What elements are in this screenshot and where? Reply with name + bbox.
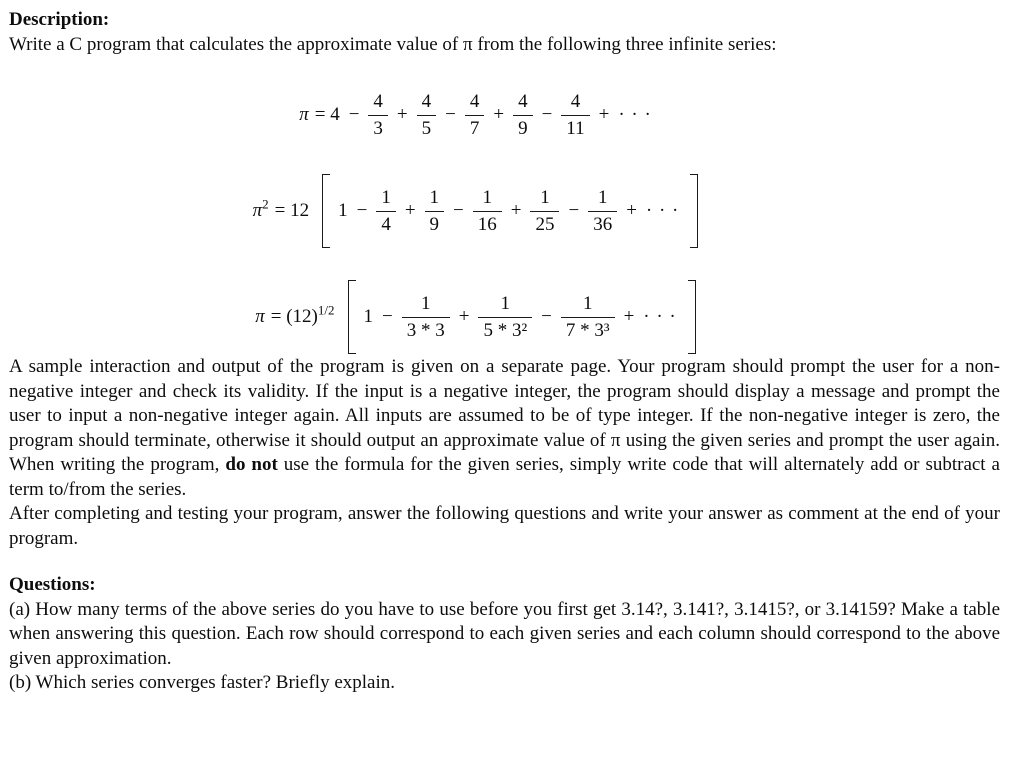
fraction-numerator: 1 xyxy=(561,293,615,318)
leading-one: 1 xyxy=(363,305,373,327)
formula1-equals: = 4 xyxy=(314,103,340,125)
left-bracket xyxy=(322,174,330,248)
exponent: 2 xyxy=(262,196,269,212)
operator: − xyxy=(382,305,393,327)
formula3-lhs xyxy=(255,302,335,330)
formula2-equals: = 12 xyxy=(274,199,310,221)
fraction-numerator: 4 xyxy=(417,91,437,116)
fraction xyxy=(465,91,485,140)
fraction-denominator: 11 xyxy=(566,117,585,139)
operator: + xyxy=(458,305,470,327)
operator: − xyxy=(348,103,360,125)
fraction-numerator: 1 xyxy=(376,187,396,212)
fraction-denominator: 7 xyxy=(469,117,480,139)
fraction-numerator: 1 xyxy=(588,187,617,212)
operator: + xyxy=(396,103,408,125)
twelve-to-half xyxy=(270,302,335,330)
fraction xyxy=(561,293,615,342)
formula-sqrt12-series xyxy=(9,279,1000,355)
fraction-denominator: 3 xyxy=(373,117,383,139)
requirements-text-pre: A sample interaction and output of the program is given on a separate page. Your program should prompt the user for a non-negative integer and check its validity. If the input is a negative integer, the program should display a message and prompt the user to input a non-negative integer again. All inputs are assumed to be of type integer. If the non-negative integer is zero, the program should terminate, otherwise it should output an approximate value of π using the given series and prompt the user again. When writing the program, xyxy=(9,356,1000,475)
description-heading: Description: xyxy=(9,9,110,30)
fraction-numerator: 1 xyxy=(478,293,532,318)
fraction xyxy=(530,187,559,236)
question-b: (b) Which series converges faster? Briefly explain. xyxy=(9,672,396,693)
operator: − xyxy=(541,103,553,125)
operator: − xyxy=(453,199,464,221)
operator: + xyxy=(404,199,416,221)
fraction-numerator: 1 xyxy=(473,187,502,212)
operator: + xyxy=(623,305,635,327)
fraction-numerator: 4 xyxy=(465,91,485,116)
fraction-denominator: 9 xyxy=(518,117,528,139)
left-bracket xyxy=(348,280,356,354)
pi-symbol: π xyxy=(252,199,263,221)
question-a: (a) How many terms of the above series do you have to use before you first get 3.14?, 3.141?, 3.1415?, or 3.14159? Make a table when answering this question. Each row should correspond to each given series and each column should correspond to the above given approximation. xyxy=(9,598,1000,669)
pi-squared xyxy=(252,196,269,224)
fraction xyxy=(417,91,437,140)
fraction xyxy=(561,91,589,140)
operator: − xyxy=(541,305,552,327)
formula-leibniz-series xyxy=(9,87,1000,143)
requirements-text-post: use the formula for the given series, simply write code that will alternately add or subtract a term to/from the series. xyxy=(9,454,1000,500)
intro-paragraph: Write a C program that calculates the approximate value of π from the following three infinite series: xyxy=(9,33,777,55)
formula-pi-squared-series xyxy=(9,173,1000,249)
fraction-numerator: 4 xyxy=(513,91,533,116)
fraction-denominator: 16 xyxy=(477,213,497,235)
pi-symbol: π xyxy=(299,103,309,125)
fraction-denominator: 5 xyxy=(421,117,432,139)
fraction-numerator: 4 xyxy=(368,91,388,116)
ellipsis-dots: · · · xyxy=(618,103,652,125)
leading-one: 1 xyxy=(338,199,348,221)
ellipsis-dots: · · · xyxy=(645,199,680,221)
fraction-denominator: 4 xyxy=(381,213,391,235)
fraction xyxy=(402,293,450,342)
fraction xyxy=(513,91,533,140)
fraction-denominator: 36 xyxy=(593,213,613,235)
formula3-equals: = (12) xyxy=(270,305,318,327)
operator: + xyxy=(626,199,637,221)
do-not-emphasis: do not xyxy=(225,454,278,475)
questions-heading: Questions: xyxy=(9,574,96,595)
operator: + xyxy=(493,103,505,125)
fraction xyxy=(425,187,445,236)
fraction xyxy=(478,293,532,342)
fraction-numerator: 1 xyxy=(530,187,559,212)
ellipsis-dots: · · · xyxy=(643,305,677,327)
fraction-numerator: 1 xyxy=(425,187,445,212)
pi-symbol: π xyxy=(255,305,265,327)
right-bracket xyxy=(690,174,698,248)
fraction-numerator: 4 xyxy=(561,91,589,116)
formula1-lhs xyxy=(299,103,340,128)
operator: − xyxy=(356,199,368,221)
formula2-lhs xyxy=(252,196,310,224)
right-bracket xyxy=(688,280,696,354)
fraction-denominator: 25 xyxy=(535,213,555,235)
fraction-denominator: 3 * 3 xyxy=(406,319,445,341)
operator: − xyxy=(445,103,456,125)
operator: + xyxy=(510,199,522,221)
operator: − xyxy=(568,199,580,221)
after-completing-paragraph: After completing and testing your program, answer the following questions and write your answer as comment at the end of your program. xyxy=(9,503,1000,549)
fraction-denominator: 7 * 3³ xyxy=(565,319,610,341)
fraction-denominator: 5 * 3² xyxy=(483,319,528,341)
fraction xyxy=(588,187,617,236)
fraction-denominator: 9 xyxy=(429,213,440,235)
requirements-paragraph xyxy=(9,355,1000,502)
operator: + xyxy=(598,103,610,125)
fraction xyxy=(473,187,502,236)
fraction xyxy=(376,187,396,236)
exponent: 1/2 xyxy=(317,302,335,318)
fraction xyxy=(368,91,388,140)
fraction-numerator: 1 xyxy=(402,293,450,318)
